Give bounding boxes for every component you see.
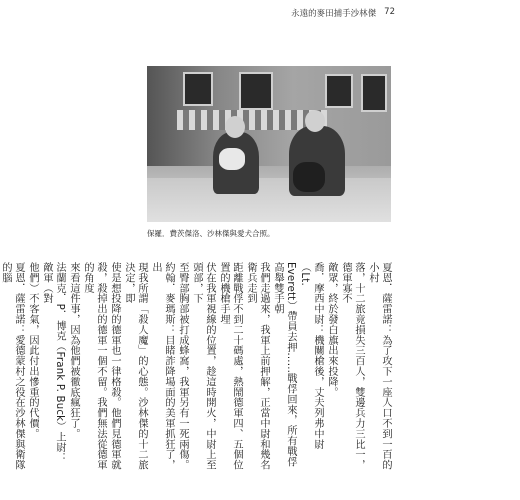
text-column: 落，十二旅竟損失三百人，雙邊兵力三比一，德軍寡不 bbox=[340, 262, 364, 470]
window bbox=[183, 72, 213, 106]
text-column: 現我所謂「殺人魔」的心態。沙林傑的十二旅決定，即 bbox=[123, 262, 147, 470]
window bbox=[361, 74, 387, 112]
text-column: 來看這件事，因為他們被徹底瘋狂了。 bbox=[68, 262, 79, 439]
book-title: 永遠的麥田捕手沙林傑 bbox=[291, 9, 377, 19]
photograph-soldiers-with-dogs bbox=[147, 66, 391, 222]
photo-caption: 保羅．費茨傑洛、沙林傑與愛犬合照。 bbox=[147, 229, 275, 238]
window bbox=[239, 72, 273, 110]
text-column: 敵眾，終於發白旗出來投降。 bbox=[326, 262, 337, 398]
text-column: 夏恩．薩雷諾：為了攻下一座人口不到一百的小村 bbox=[367, 262, 391, 470]
running-header bbox=[245, 7, 395, 19]
text-column: 法蘭克．P．博克（Frank P. Buck）上尉：敵軍（對 bbox=[41, 262, 65, 463]
text-column: 約翰．麥瑪斯：目睹詐降場面的美軍抓狂了，出 bbox=[150, 262, 174, 470]
soldier-right-head bbox=[305, 110, 325, 132]
text-column: Everett）帶員去押……戰俘回來，所有戰俘高舉雙手朝 bbox=[272, 262, 296, 467]
ground bbox=[147, 178, 391, 222]
soldier-left-head bbox=[225, 116, 245, 138]
text-column: 他們）不客氣，因此付出慘重的代價。 bbox=[27, 262, 38, 439]
window bbox=[325, 74, 353, 108]
text-column: 殺，殺掉出的德軍一個不留。我們無法從德軍的角度 bbox=[82, 262, 106, 470]
text-column: 伏在我軍視線的位置，趁這時開火，中尉上至頭部，下 bbox=[191, 262, 215, 470]
white-dog bbox=[219, 148, 245, 170]
black-dog bbox=[293, 162, 325, 192]
text-column: 我們走過來，我軍上前押解，正當中尉和幾名衛兵走到 bbox=[245, 262, 269, 470]
text-column: 夏恩．薩雷諾：愛德蒙村之役在沙林傑與衛隊的腦 bbox=[0, 262, 24, 470]
text-column: 使是想投降的德軍也一律格殺。他們見德軍就 bbox=[109, 262, 120, 470]
text-column: 喬．摩西中尉：機關槍後，丈夫列弗中尉（Lt. bbox=[299, 262, 323, 450]
text-column: 距離戰俘不到二十碼處，熱鬧德軍四、五個位置的機槍手埋 bbox=[218, 262, 242, 470]
page-number: 72 bbox=[384, 7, 395, 17]
vertical-text-body bbox=[0, 262, 392, 472]
text-column: 至臀部胸部被打成蜂窩，我軍另有一死兩傷。 bbox=[177, 262, 188, 470]
